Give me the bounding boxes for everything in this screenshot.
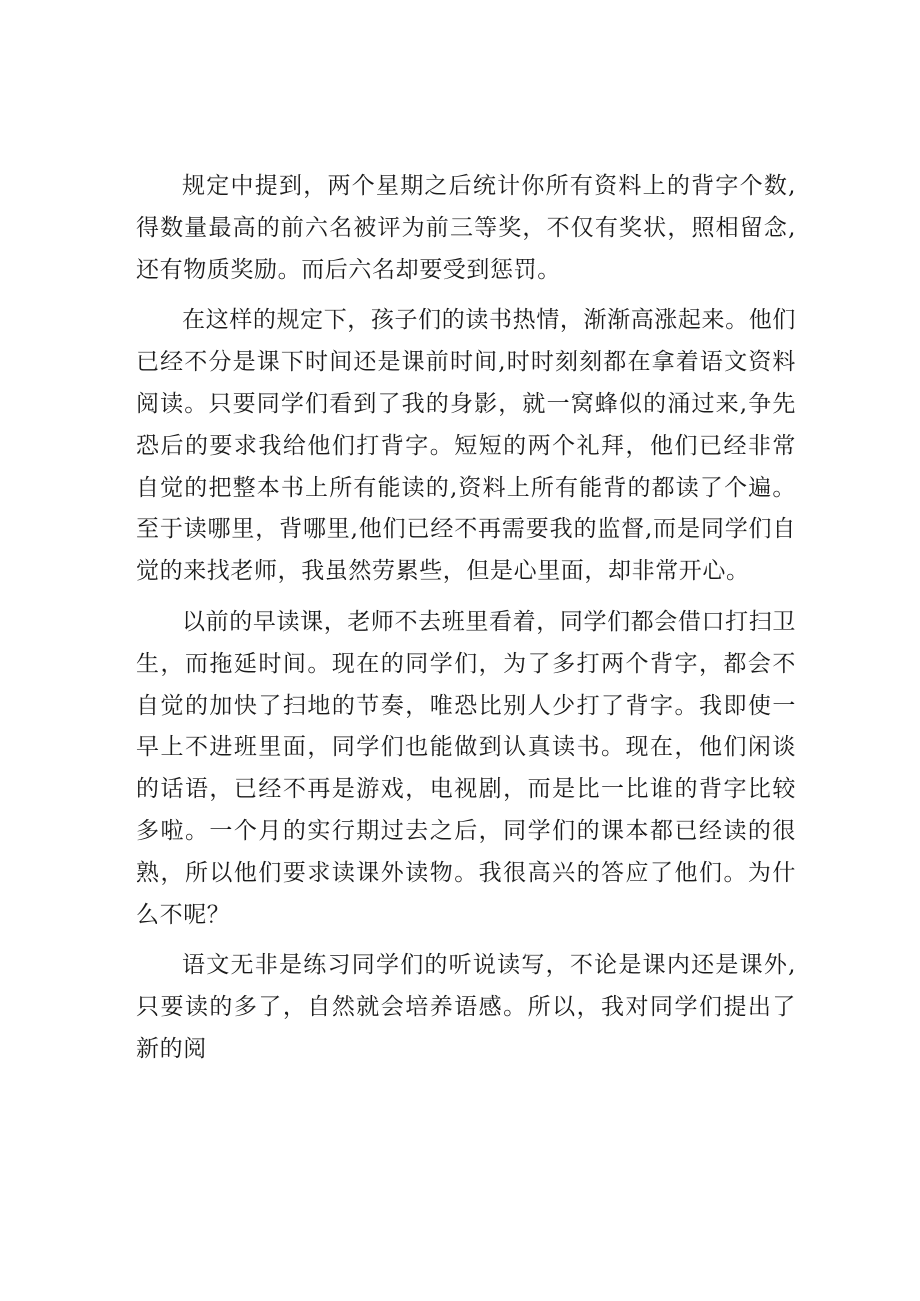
- paragraph-reading-enthusiasm: 在这样的规定下，孩子们的读书热情，渐渐高涨起来。他们已经不分是课下时间还是课前时间,时时刻刻都在拿着语文资料阅读。只要同学们看到了我的身影，就一窝蜂似的涌过来,争先恐后的要求我给他们打背字。短短的两个礼拜，他们已经非常自觉的把整本书上所有能读的,资料上所有能背的都读了个遍。至于读哪里，背哪里,他们已经不再需要我的监督,而是同学们自觉的来找老师，我虽然劳累些，但是心里面，却非常开心。: [136, 307, 796, 585]
- paragraph-language-practice: 语文无非是练习同学们的听说读写，不论是课内还是课外,只要读的多了，自然就会培养语感。所以，我对同学们提出了新的阅: [136, 952, 796, 1062]
- document-body: [136, 166, 796, 1080]
- paragraph-reward-rules: 规定中提到，两个星期之后统计你所有资料上的背字个数,得数量最高的前六名被评为前三等奖，不仅有奖状，照相留念,还有物质奖励。而后六名却要受到惩罚。: [136, 173, 796, 283]
- paragraph-morning-reading: 以前的早读课，老师不去班里看着，同学们都会借口打扫卫生，而拖延时间。现在的同学们，为了多打两个背字，都会不自觉的加快了扫地的节奏，唯恐比别人少打了背字。我即使一早上不进班里面，同学们也能做到认真读书。现在，他们闲谈的话语，已经不再是游戏，电视剧，而是比一比谁的背字比较多啦。一个月的实行期过去之后，同学们的课本都已经读的很熟，所以他们要求读课外读物。我很高兴的答应了他们。为什么不呢？: [136, 608, 796, 928]
